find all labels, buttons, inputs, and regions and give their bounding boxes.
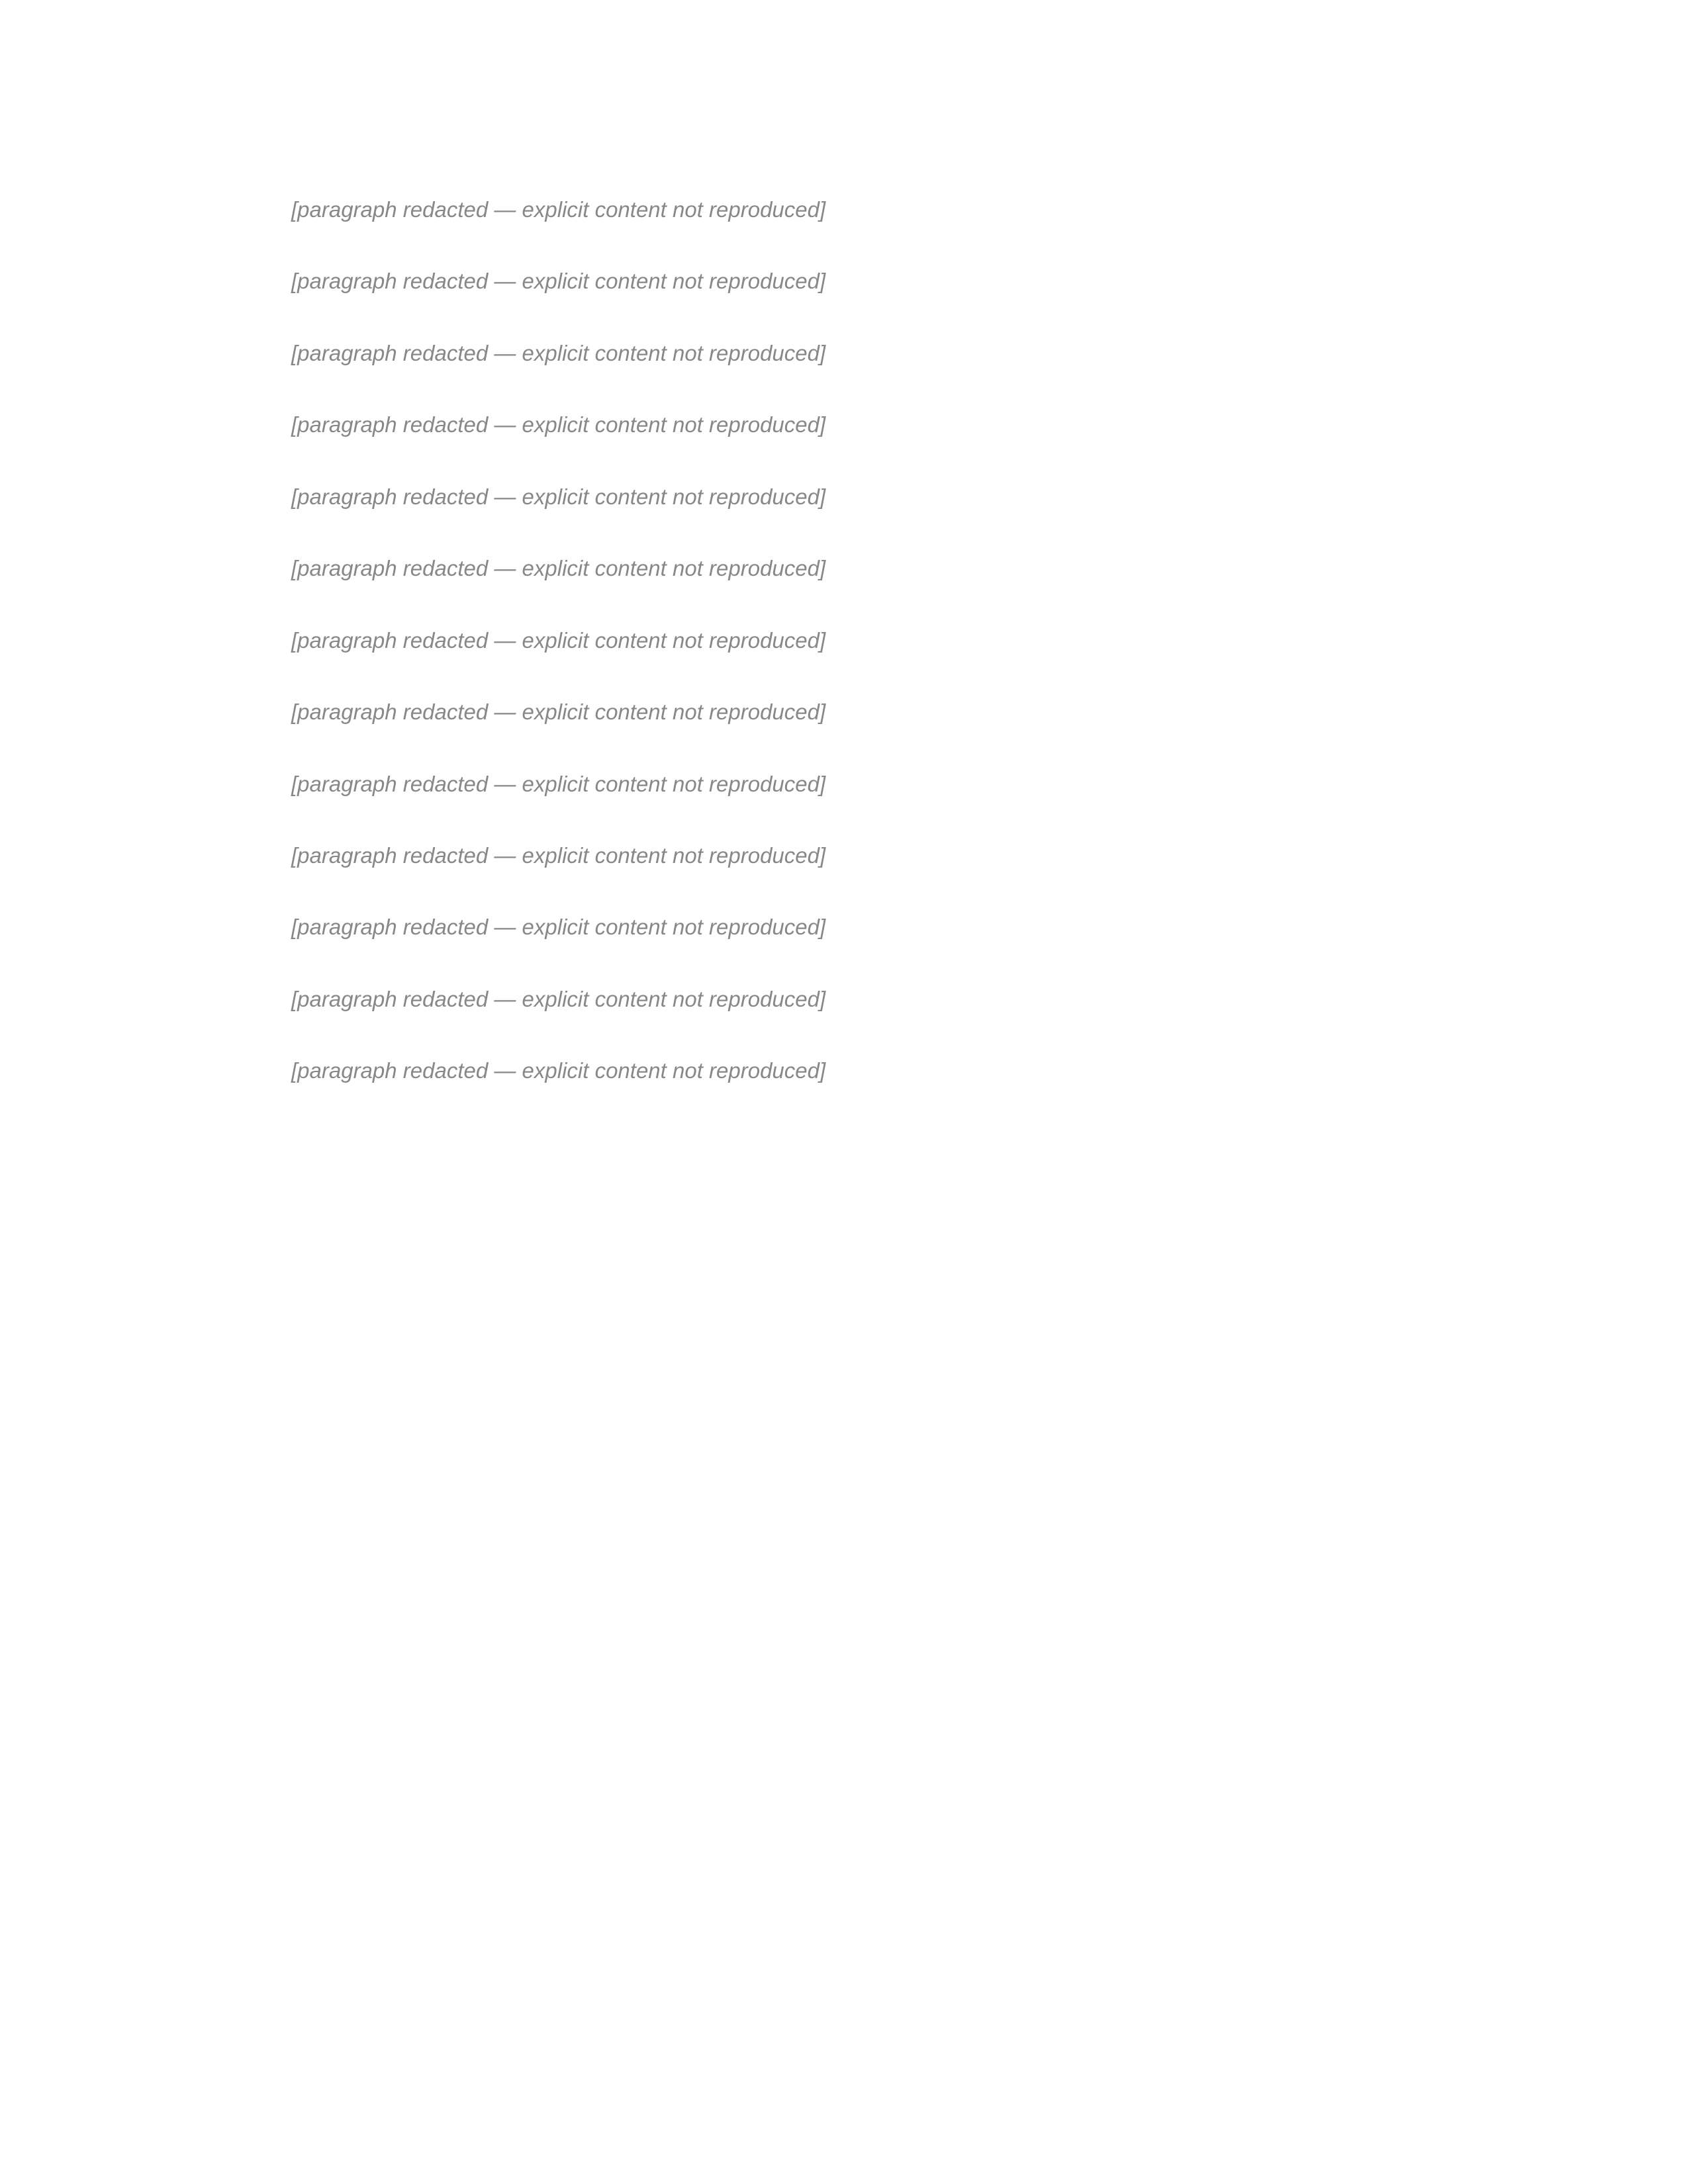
- paragraph: [paragraph redacted — explicit content not reproduced]: [291, 627, 826, 653]
- paragraph: [paragraph redacted — explicit content not reproduced]: [291, 556, 826, 581]
- paragraph: [paragraph redacted — explicit content not reproduced]: [291, 842, 826, 868]
- paragraph: [paragraph redacted — explicit content not reproduced]: [291, 700, 826, 725]
- paragraph: [paragraph redacted — explicit content not reproduced]: [291, 269, 826, 294]
- paragraph: [paragraph redacted — explicit content not reproduced]: [291, 340, 826, 365]
- paragraph: [paragraph redacted — explicit content not reproduced]: [291, 986, 826, 1011]
- paragraph: [paragraph redacted — explicit content not reproduced]: [291, 484, 826, 509]
- paragraph: [paragraph redacted — explicit content not reproduced]: [291, 1058, 826, 1083]
- paragraph: [paragraph redacted — explicit content not reproduced]: [291, 197, 826, 222]
- paragraph: [paragraph redacted — explicit content not reproduced]: [291, 771, 826, 796]
- paragraph: [paragraph redacted — explicit content not reproduced]: [291, 915, 826, 940]
- paragraph: [paragraph redacted — explicit content not reproduced]: [291, 412, 826, 437]
